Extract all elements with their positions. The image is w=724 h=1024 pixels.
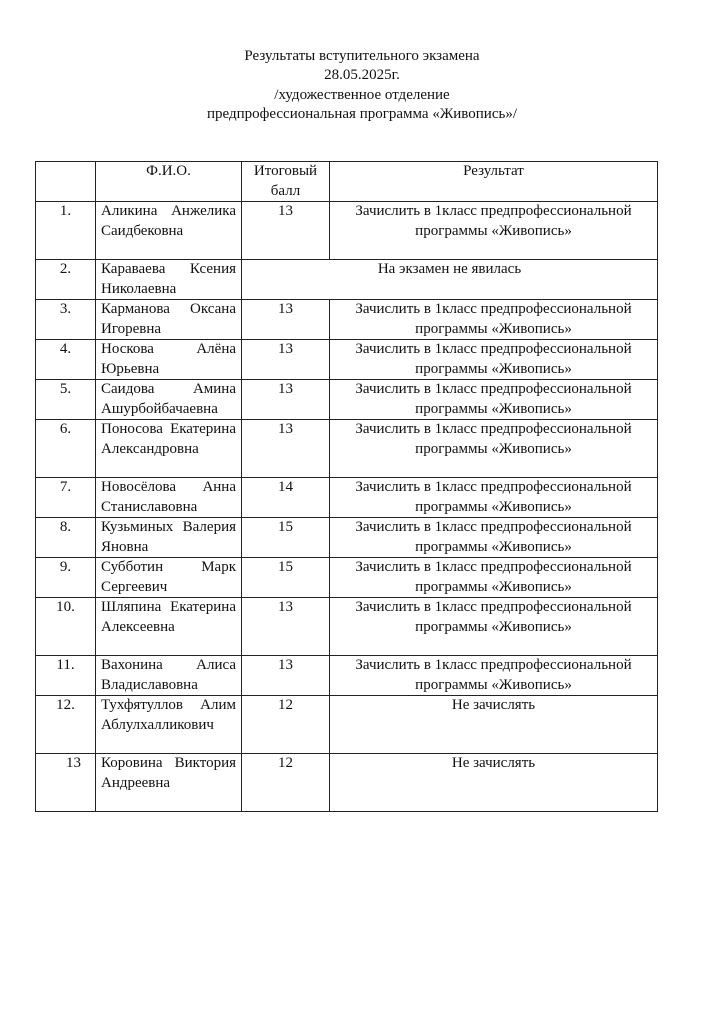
column-header-score: Итоговый балл xyxy=(242,162,330,202)
row-number: 1. xyxy=(36,202,96,260)
result-cell: Зачислить в 1класс предпрофессиональной программы «Живопись» xyxy=(330,420,658,478)
student-name: Аликина Анжелика Саидбековна xyxy=(96,202,242,260)
row-number: 8. xyxy=(36,518,96,558)
score-cell: 12 xyxy=(242,754,330,812)
column-header-number xyxy=(36,162,96,202)
table-row xyxy=(36,202,658,260)
score-cell: 13 xyxy=(242,420,330,478)
program-line: предпрофессиональная программа «Живопись»/ xyxy=(206,106,517,122)
result-cell: Зачислить в 1класс предпрофессиональной программы «Живопись» xyxy=(330,340,658,380)
score-cell: 13 xyxy=(242,202,330,260)
table-row xyxy=(36,558,658,598)
student-name: Шляпина Екатерина Алексеевна xyxy=(96,598,242,656)
table-row xyxy=(36,260,658,300)
student-name: Тухфятуллов Алим Аблулхалликович xyxy=(96,696,242,754)
row-number: 3. xyxy=(36,300,96,340)
score-cell: 13 xyxy=(242,340,330,380)
row-number: 7. xyxy=(36,478,96,518)
table-row xyxy=(36,340,658,380)
department-line: /художественное отделение xyxy=(274,87,450,103)
exam-date: 28.05.2025г. xyxy=(324,67,400,83)
table-row xyxy=(36,478,658,518)
result-cell: Зачислить в 1класс предпрофессиональной программы «Живопись» xyxy=(330,518,658,558)
result-cell: Зачислить в 1класс предпрофессиональной программы «Живопись» xyxy=(330,202,658,260)
result-cell: Зачислить в 1класс предпрофессиональной программы «Живопись» xyxy=(330,558,658,598)
row-number: 9. xyxy=(36,558,96,598)
student-name: Носкова Алёна Юрьевна xyxy=(96,340,242,380)
result-cell: Зачислить в 1класс предпрофессиональной программы «Живопись» xyxy=(330,478,658,518)
document-title: Результаты вступительного экзамена xyxy=(244,48,480,64)
student-name: Новосёлова Анна Станиславовна xyxy=(96,478,242,518)
table-row xyxy=(36,300,658,340)
results-table xyxy=(35,161,658,812)
table-row xyxy=(36,754,658,812)
result-cell: Не зачислять xyxy=(330,696,658,754)
student-name: Караваева Ксения Николаевна xyxy=(96,260,242,300)
row-number: 13 xyxy=(36,754,96,812)
result-cell: Зачислить в 1класс предпрофессиональной программы «Живопись» xyxy=(330,598,658,656)
student-name: Коровина Виктория Андреевна xyxy=(96,754,242,812)
score-cell: 13 xyxy=(242,300,330,340)
result-cell: Зачислить в 1класс предпрофессиональной программы «Живопись» xyxy=(330,656,658,696)
column-header-name: Ф.И.О. xyxy=(96,162,242,202)
score-cell: 13 xyxy=(242,380,330,420)
student-name: Саидова Амина Ашурбойбачаевна xyxy=(96,380,242,420)
table-row xyxy=(36,696,658,754)
score-cell: 13 xyxy=(242,656,330,696)
table-row xyxy=(36,420,658,478)
result-cell: На экзамен не явилась xyxy=(242,260,658,300)
table-row xyxy=(36,598,658,656)
row-number: 5. xyxy=(36,380,96,420)
score-cell: 15 xyxy=(242,518,330,558)
table-header-row xyxy=(36,162,658,202)
score-cell: 13 xyxy=(242,598,330,656)
student-name: Вахонина Алиса Владиславовна xyxy=(96,656,242,696)
result-cell: Не зачислять xyxy=(330,754,658,812)
row-number: 4. xyxy=(36,340,96,380)
table-row xyxy=(36,656,658,696)
student-name: Поносова Екатерина Александровна xyxy=(96,420,242,478)
row-number: 6. xyxy=(36,420,96,478)
student-name: Кузьминых Валерия Яновна xyxy=(96,518,242,558)
row-number: 11. xyxy=(36,656,96,696)
row-number: 2. xyxy=(36,260,96,300)
table-row xyxy=(36,380,658,420)
student-name: Субботин Марк Сергеевич xyxy=(96,558,242,598)
student-name: Карманова Оксана Игоревна xyxy=(96,300,242,340)
result-cell: Зачислить в 1класс предпрофессиональной программы «Живопись» xyxy=(330,300,658,340)
score-cell: 12 xyxy=(242,696,330,754)
table-row xyxy=(36,518,658,558)
row-number: 12. xyxy=(36,696,96,754)
score-cell: 14 xyxy=(242,478,330,518)
row-number: 10. xyxy=(36,598,96,656)
column-header-result: Результат xyxy=(330,162,658,202)
score-cell: 15 xyxy=(242,558,330,598)
result-cell: Зачислить в 1класс предпрофессиональной программы «Живопись» xyxy=(330,380,658,420)
